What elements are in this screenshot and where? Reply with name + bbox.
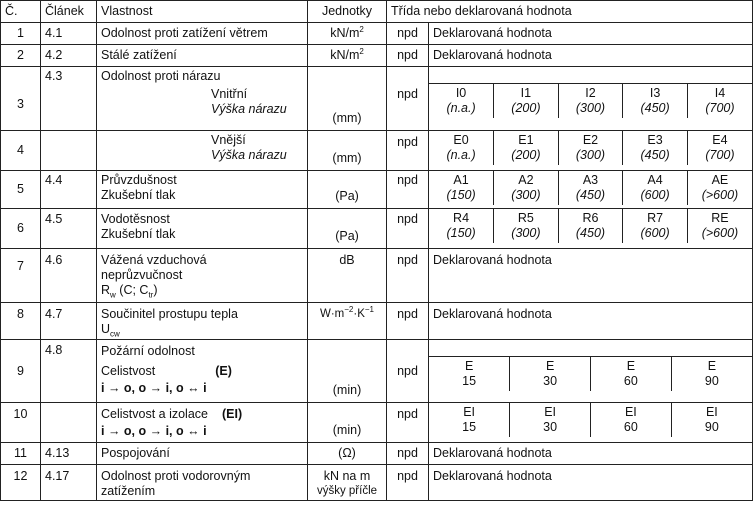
table-row [1, 209, 753, 249]
npd: npd [387, 67, 429, 131]
property: Celistvost a izolace (EI) i → o, o → i, o ↔ i [97, 403, 308, 443]
class-cell: A4 (600) [623, 171, 688, 205]
class-cell: E 15 [462, 359, 477, 388]
row-number: 10 [1, 403, 41, 443]
class-cell: E0 (n.a.) [446, 133, 476, 162]
header-vlastnost: Vlastnost [97, 1, 308, 23]
row-number: 3 [1, 67, 41, 131]
clause: 4.8 [41, 340, 97, 403]
row-number: 7 [1, 249, 41, 303]
table-row [1, 171, 753, 209]
table-row [1, 465, 753, 501]
table-row [1, 67, 753, 131]
table-row [1, 443, 753, 465]
class-cell: E 30 [510, 357, 591, 392]
class-cell: EI 30 [510, 403, 591, 437]
clause: 4.2 [41, 45, 97, 67]
clause: 4.5 [41, 209, 97, 249]
table-row [1, 23, 753, 45]
class-cell: E 60 [591, 357, 672, 392]
class-values [429, 131, 753, 171]
class-values [429, 340, 753, 403]
property: Vážená vzduchová neprůzvučnost $R_w$ (C; $C_{tr}$) [97, 249, 308, 303]
class-cell: EI 15 [462, 405, 477, 434]
property: Vnější Výška nárazu [97, 131, 308, 171]
unit: (mm) [308, 67, 387, 131]
header-clanek: Článek [41, 1, 97, 23]
clause: 4.13 [41, 443, 97, 465]
class-cell: R5 (300) [494, 209, 559, 243]
clause: 4.3 [41, 67, 97, 131]
unit: (min) [308, 340, 387, 403]
unit: (min) [308, 403, 387, 443]
row-number: 9 [1, 340, 41, 403]
class-values [429, 403, 753, 443]
npd: npd [387, 249, 429, 303]
unit: $W\cdot m^{-2}\cdot K^{-1}$ [308, 303, 387, 340]
header-trida: Třída nebo deklarovaná hodnota [387, 1, 753, 23]
class-cell: AE (>600) [687, 171, 752, 205]
property: Průvzdušnost Zkušební tlak [97, 171, 308, 209]
class-cell: I2 (300) [558, 84, 623, 119]
row-number: 5 [1, 171, 41, 209]
table-row [1, 403, 753, 443]
unit: (Pa) [308, 171, 387, 209]
table-row [1, 340, 753, 403]
table-row [1, 131, 753, 171]
clause: 4.6 [41, 249, 97, 303]
class-cell: E3 (450) [623, 131, 688, 165]
row-number: 1 [1, 23, 41, 45]
npd: npd [387, 131, 429, 171]
class-cell: E1 (200) [494, 131, 559, 165]
clause: 4.1 [41, 23, 97, 45]
table-row [1, 249, 753, 303]
class-cell: R4 (150) [446, 211, 476, 240]
table-row [1, 303, 753, 340]
class-values [429, 209, 753, 249]
row-number: 2 [1, 45, 41, 67]
class-cell: I0 (n.a.) [446, 86, 476, 115]
class-values [429, 171, 753, 209]
class-cell: A2 (300) [494, 171, 559, 205]
unit: dB [308, 249, 387, 303]
table-row [1, 45, 753, 67]
unit: (Ω) [308, 443, 387, 465]
unit: (mm) [308, 131, 387, 171]
class-cell: I1 (200) [494, 84, 559, 119]
unit: $kN/m^2$ [308, 23, 387, 45]
property: Vodotěsnost Zkušební tlak [97, 209, 308, 249]
class-cell: A3 (450) [558, 171, 623, 205]
header-c: Č. [1, 1, 41, 23]
declared-value: Deklarovaná hodnota [429, 443, 753, 465]
unit: kN na m výšky příčle [308, 465, 387, 501]
property: Součinitel prostupu tepla $U_{cw}$ [97, 303, 308, 340]
npd: npd [387, 209, 429, 249]
class-cell: EI 90 [671, 403, 752, 437]
class-cell: E 90 [671, 357, 752, 392]
class-cell: RE (>600) [687, 209, 752, 243]
unit: $kN/m^2$ [308, 45, 387, 67]
header-jednotky: Jednotky [308, 1, 387, 23]
class-cell: E4 (700) [687, 131, 752, 165]
npd: npd [387, 403, 429, 443]
clause: 4.7 [41, 303, 97, 340]
class-cell: R7 (600) [623, 209, 688, 243]
header-row [1, 1, 753, 23]
row-number: 11 [1, 443, 41, 465]
clause: 4.4 [41, 171, 97, 209]
class-cell: A1 (150) [446, 173, 476, 202]
npd: npd [387, 45, 429, 67]
declared-value: Deklarovaná hodnota [429, 45, 753, 67]
property: Odolnost proti vodorovným zatížením [97, 465, 308, 501]
clause: 4.17 [41, 465, 97, 501]
row-number: 4 [1, 131, 41, 171]
row-number: 6 [1, 209, 41, 249]
npd: npd [387, 443, 429, 465]
declared-value: Deklarovaná hodnota [429, 465, 753, 501]
class-cell: I4 (700) [687, 84, 752, 119]
class-cell: I3 (450) [623, 84, 688, 119]
unit: (Pa) [308, 209, 387, 249]
npd: npd [387, 340, 429, 403]
clause [41, 403, 97, 443]
npd: npd [387, 171, 429, 209]
npd: npd [387, 23, 429, 45]
row-number: 8 [1, 303, 41, 340]
declared-value: Deklarovaná hodnota [429, 249, 753, 303]
property: Odolnost proti nárazu Vnitřní Výška nárazu [97, 67, 308, 131]
clause [41, 131, 97, 171]
npd: npd [387, 465, 429, 501]
property: Odolnost proti zatížení větrem [97, 23, 308, 45]
declared-value: Deklarovaná hodnota [429, 303, 753, 340]
class-values [429, 67, 753, 131]
class-cell: R6 (450) [558, 209, 623, 243]
row-number: 12 [1, 465, 41, 501]
property: Požární odolnost Celistvost (E) i → o, o → i, o ↔ i [97, 340, 308, 403]
property: Pospojování [97, 443, 308, 465]
class-cell: E2 (300) [558, 131, 623, 165]
property: Stálé zatížení [97, 45, 308, 67]
class-cell: EI 60 [591, 403, 672, 437]
npd: npd [387, 303, 429, 340]
declared-value: Deklarovaná hodnota [429, 23, 753, 45]
